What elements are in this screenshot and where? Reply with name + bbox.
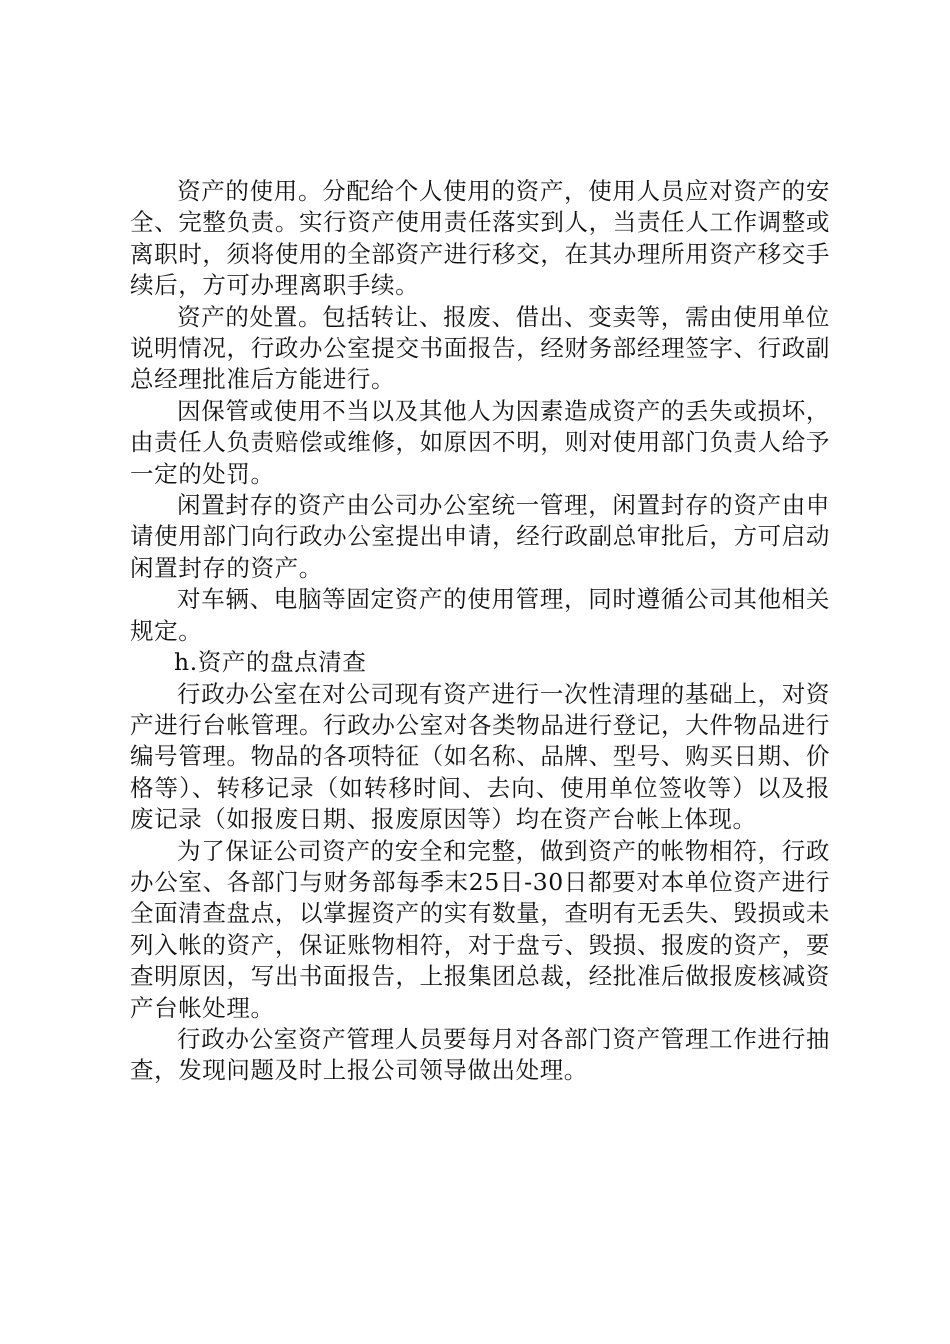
paragraph-vehicles-computers: 对车辆、电脑等固定资产的使用管理，同时遵循公司其他相关规定。: [130, 585, 830, 645]
document-body: [130, 176, 830, 1087]
section-heading-inventory-check: h.资产的盘点清查: [174, 648, 367, 677]
paragraph-asset-usage: 资产的使用。分配给个人使用的资产，使用人员应对资产的安全、完整负责。实行资产使用责任落实到人，当责任人工作调整或离职时，须将使用的全部资产进行移交，在其办理所用资产移交手续后，方可办理离职手续。: [130, 177, 830, 300]
paragraph-idle-assets: 闲置封存的资产由公司办公室统一管理，闲置封存的资产由申请使用部门向行政办公室提出申请，经行政副总审批后，方可启动闲置封存的资产。: [130, 491, 830, 582]
paragraph-asset-ledger: 行政办公室在对公司现有资产进行一次性清理的基础上，对资产进行台帐管理。行政办公室对各类物品进行登记，大件物品进行编号管理。物品的各项特征（如名称、品牌、型号、购买日期、价格等）、转移记录（如转移时间、去向、使用单位签收等）以及报废记录（如报废日期、报废原因等）均在资产台帐上体现。: [130, 679, 830, 834]
paragraph-monthly-audit: 行政办公室资产管理人员要每月对各部门资产管理工作进行抽查，发现问题及时上报公司领导做出处理。: [130, 1024, 830, 1085]
paragraph-asset-loss: 因保管或使用不当以及其他人为因素造成资产的丢失或损坏，由责任人负责赔偿或维修，如原因不明，则对使用部门负责人给予一定的处罚。: [130, 396, 830, 488]
paragraph-quarterly-check: 为了保证公司资产的安全和完整，做到资产的帐物相符，行政办公室、各部门与财务部每季末25日-30日都要对本单位资产进行全面清查盘点，以掌握资产的实有数量，查明有无丢失、毁损或未列入帐的资产，保证账物相符，对于盘亏、毁损、报废的资产，要查明原因，写出书面报告，上报集团总裁，经批准后做报废核减资产台帐处理。: [130, 836, 830, 1022]
paragraph-asset-disposal: 资产的处置。包括转让、报废、借出、变卖等，需由使用单位说明情况，行政办公室提交书面报告，经财务部经理签字、行政副总经理批准后方能进行。: [130, 302, 830, 394]
